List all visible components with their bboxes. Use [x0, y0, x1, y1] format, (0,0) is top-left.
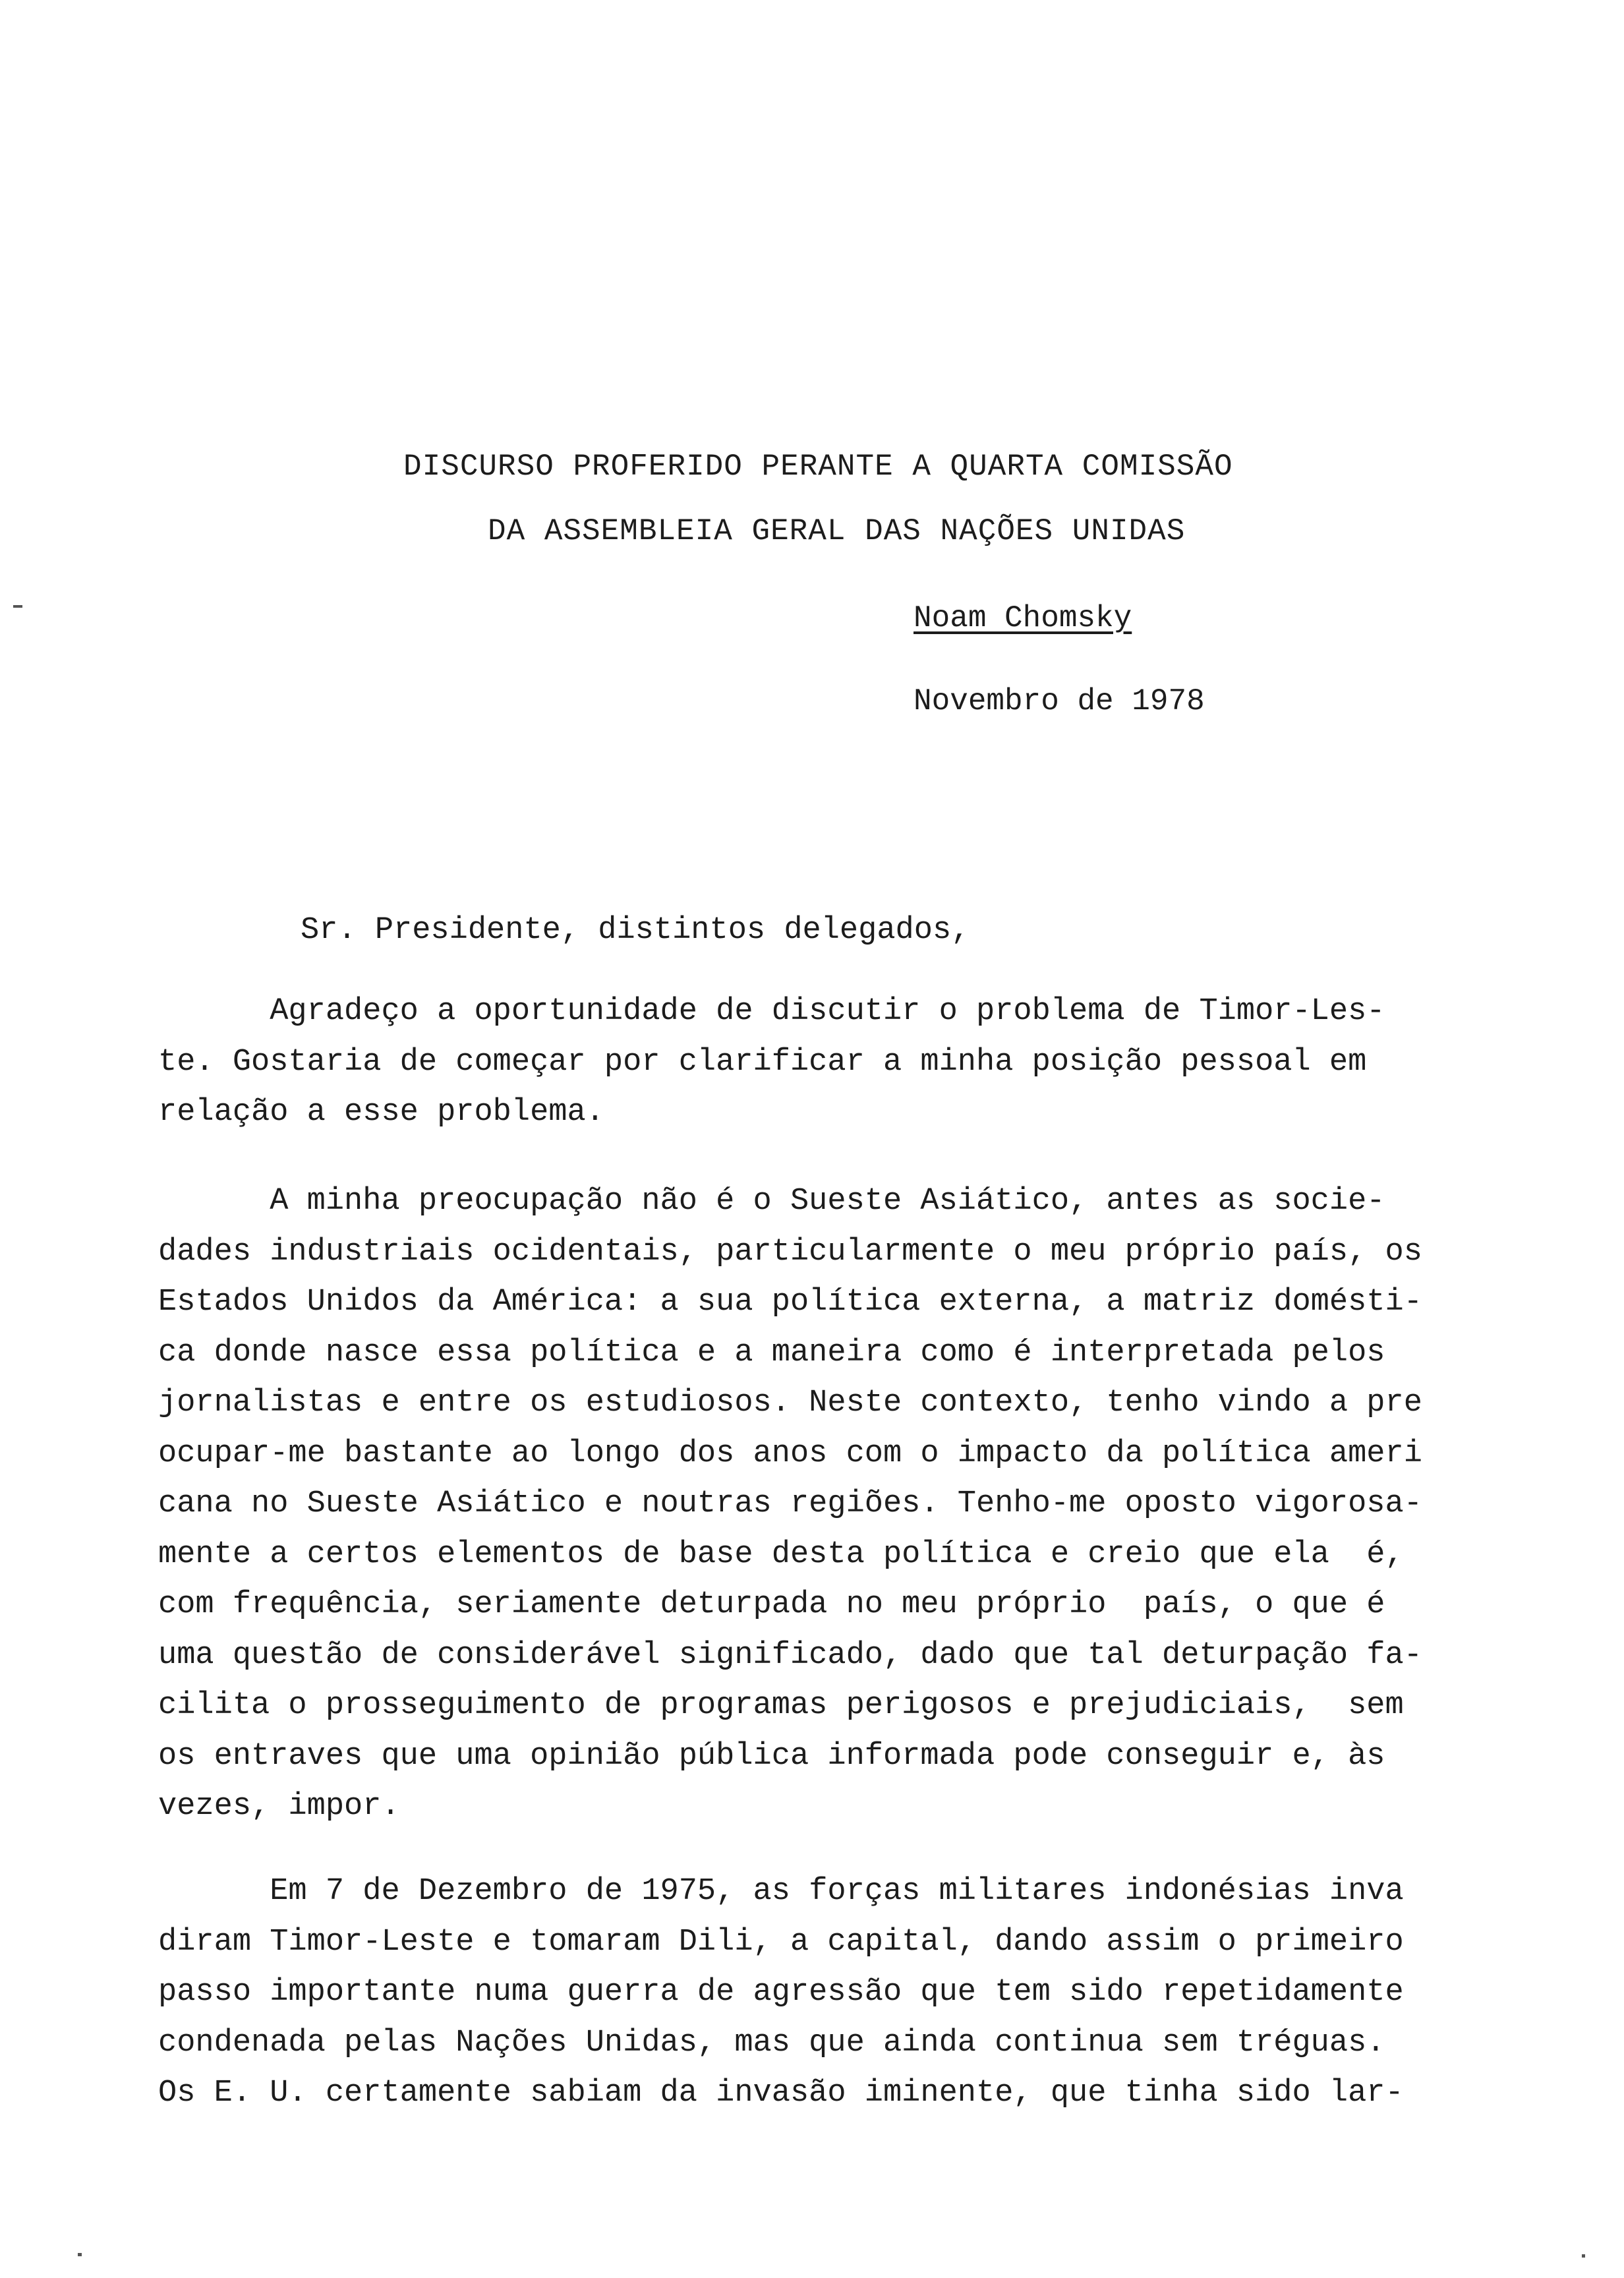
- text-line: Os E. U. certamente sabiam da invasão iminente, que tinha sido lar-: [158, 2076, 1404, 2111]
- text-line: dades industriais ocidentais, particularmente o meu próprio país, os: [158, 1234, 1422, 1270]
- text-line: passo importante numa guerra de agressão que tem sido repetidamente: [158, 1975, 1404, 2010]
- paragraph-3: [158, 1867, 1542, 2119]
- scan-speck: [13, 605, 22, 608]
- text-line: Em 7 de Dezembro de 1975, as forças militares indonésias inva: [158, 1874, 1404, 1909]
- text-line: te. Gostaria de começar por clarificar a minha posição pessoal em: [158, 1044, 1367, 1080]
- title-line-1: DISCURSO PROFERIDO PERANTE A QUARTA COMISSÃO: [403, 450, 1233, 484]
- text-line: ocupar-me bastante ao longo dos anos com o impacto da política ameri: [158, 1436, 1422, 1471]
- text-line: os entraves que uma opinião pública informada pode conseguir e, às: [158, 1738, 1385, 1774]
- text-line: jornalistas e entre os estudiosos. Neste contexto, tenho vindo a pre: [158, 1386, 1422, 1420]
- text-line: Estados Unidos da América: a sua política externa, a matriz domésti-: [158, 1285, 1422, 1320]
- text-line: condenada pelas Nações Unidas, mas que ainda continua sem tréguas.: [158, 2025, 1385, 2060]
- text-line: relação a esse problema.: [158, 1095, 604, 1130]
- document-date: Novembro de 1978: [914, 684, 1205, 718]
- text-line: vezes, impor.: [158, 1789, 400, 1824]
- author-name: Noam Chomsky: [914, 601, 1132, 635]
- paragraph-2: [158, 1177, 1542, 1832]
- text-line: mente a certos elementos de base desta política e creio que ela é,: [158, 1536, 1404, 1572]
- text-line: uma questão de considerável significado, dado que tal deturpação fa-: [158, 1637, 1422, 1673]
- paragraph-1: [158, 987, 1542, 1138]
- text-line: Agradeço a oportunidade de discutir o problema de Timor-Les-: [158, 994, 1385, 1029]
- text-line: ca donde nasce essa política e a maneira como é interpretada pelos: [158, 1335, 1385, 1370]
- scan-speck: [78, 2253, 82, 2256]
- title-line-2: DA ASSEMBLEIA GERAL DAS NAÇÕES UNIDAS: [488, 514, 1186, 548]
- text-line: diram Timor-Leste e tomaram Dili, a capital, dando assim o primeiro: [158, 1924, 1404, 1960]
- text-line: com frequência, seriamente deturpada no meu próprio país, o que é: [158, 1587, 1385, 1622]
- scan-speck: [1582, 2254, 1585, 2258]
- text-line: A minha preocupação não é o Sueste Asiático, antes as socie-: [158, 1184, 1385, 1219]
- text-line: cana no Sueste Asiático e noutras regiões. Tenho-me oposto vigorosa-: [158, 1486, 1422, 1521]
- salutation: Sr. Presidente, distintos delegados,: [301, 913, 970, 948]
- text-line: cilita o prosseguimento de programas perigosos e prejudiciais, sem: [158, 1688, 1404, 1723]
